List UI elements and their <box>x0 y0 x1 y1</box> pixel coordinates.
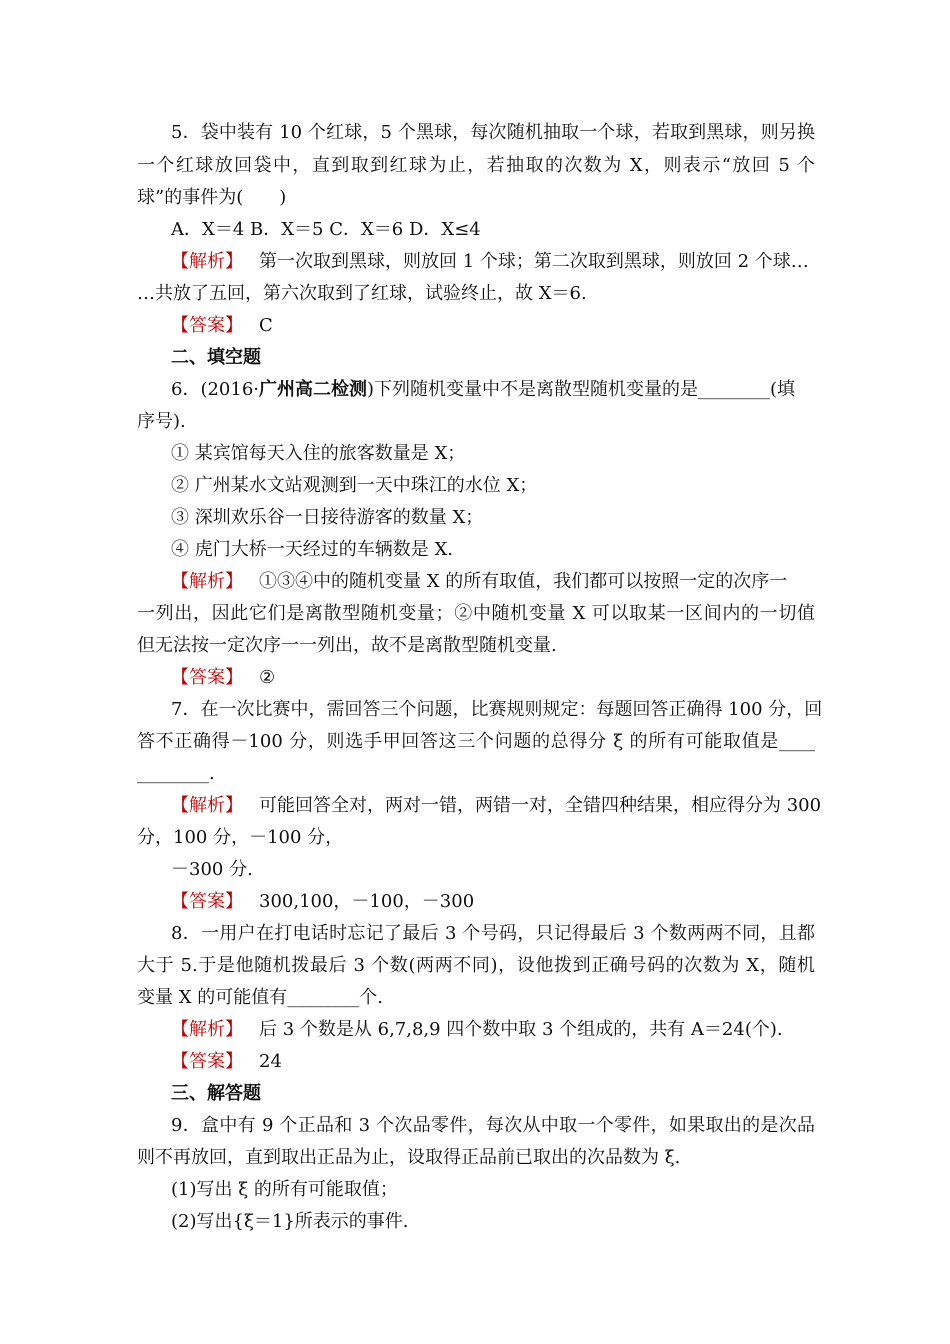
q6-analysis <box>171 570 815 594</box>
answer-label: 【答案】 <box>171 891 243 912</box>
analysis-label: 【解析】 <box>171 1019 243 1040</box>
q6-item-1: ① 某宾馆每天入住的旅客数量是 X； <box>171 443 466 464</box>
answer-label: 【答案】 <box>171 315 243 336</box>
q5-line-1: 5．袋中装有 10 个红球，5 个黑球，每次随机抽取一个球，若取到黑球，则另换 <box>171 122 815 143</box>
q6-item-4: ④ 虎门大桥一天经过的车辆数是 X. <box>171 539 453 560</box>
q6-line-1 <box>171 378 815 402</box>
q9-part-1: (1)写出 ξ 的所有可能取值； <box>171 1179 398 1200</box>
q8-answer-value: 24 <box>259 1051 282 1072</box>
q6-item-3: ③ 深圳欢乐谷一日接待游客的数量 X； <box>171 507 484 528</box>
q7-analysis-text-2: 分，100 分，－100 分， <box>137 827 344 848</box>
answer-label: 【答案】 <box>171 667 243 688</box>
q8-line-1: 8．一用户在打电话时忘记了最后 3 个号码，只记得最后 3 个数两两不同，且都 <box>171 923 815 944</box>
q6-line-1-rest: )下列随机变量中不是离散型随机变量的是________(填 <box>367 379 796 400</box>
q9-line-1: 9．盒中有 9 个正品和 3 个次品零件，每次从中取一个零件，如果取出的是次品 <box>171 1115 815 1136</box>
q8-line-2: 大于 5.于是他随机拨最后 3 个数(两两不同)，设他拨到正确号码的次数为 X，随机 <box>137 955 815 976</box>
q7-line-3: ________. <box>137 763 215 784</box>
q5-analysis-text-2: …共放了五回，第六次取到了红球，试验终止，故 X＝6. <box>137 283 587 304</box>
q6-analysis-text-3: 但无法按一定次序一一列出，故不是离散型随机变量. <box>137 635 557 656</box>
q6-answer-value: ② <box>259 667 276 688</box>
q6-item-2: ② 广州某水文站观测到一天中珠江的水位 X； <box>171 475 538 496</box>
q7-answer <box>171 890 815 914</box>
q6-source: 广州高二检测 <box>259 379 368 400</box>
q7-line-2: 答不正确得－100 分，则选手甲回答这三个问题的总得分 ξ 的所有可能取值是____ <box>137 731 815 752</box>
q5-answer-value: C <box>259 315 273 336</box>
q7-answer-value: 300,100，－100，－300 <box>259 891 475 912</box>
q5-answer <box>171 314 815 338</box>
section-heading-solution: 三、解答题 <box>171 1083 261 1104</box>
q5-line-2: 一个红球放回袋中，直到取到红球为止，若抽取的次数为 X，则表示“放回 5 个 <box>137 155 815 176</box>
analysis-label: 【解析】 <box>171 251 243 272</box>
q9-part-2: (2)写出{ξ＝1}所表示的事件. <box>171 1211 409 1232</box>
q6-line-2: 序号). <box>137 411 186 432</box>
q9-line-2: 则不再放回，直到取出正品为止，设取得正品前已取出的次品数为 ξ. <box>137 1147 681 1168</box>
q5-line-3: 球”的事件为( ) <box>137 187 287 208</box>
q6-answer <box>171 666 815 690</box>
q8-answer <box>171 1050 815 1074</box>
q7-line-1: 7．在一次比赛中，需回答三个问题，比赛规则规定：每题回答正确得 100 分，回 <box>171 699 823 720</box>
q7-analysis-text-3: －300 分. <box>171 859 253 880</box>
q5-options: A．X＝4 B．X＝5 C．X＝6 D．X≤4 <box>171 219 481 240</box>
q6-number: 6．(2016· <box>171 379 260 400</box>
answer-label: 【答案】 <box>171 1051 243 1072</box>
q8-line-3: 变量 X 的可能值有________个. <box>137 987 383 1008</box>
q5-analysis <box>171 250 815 274</box>
analysis-label: 【解析】 <box>171 571 243 592</box>
section-heading-fill-in: 二、填空题 <box>171 347 261 368</box>
q5-analysis-text-1: 第一次取到黑球，则放回 1 个球；第二次取到黑球，则放回 2 个球… <box>259 251 809 272</box>
q7-analysis-text-1: 可能回答全对，两对一错，两错一对，全错四种结果，相应得分为 300 <box>259 795 822 816</box>
q6-analysis-text-2: 一列出，因此它们是离散型随机变量；②中随机变量 X 可以取某一区间内的一切值 <box>137 603 815 624</box>
q6-analysis-text-1: ①③④中的随机变量 X 的所有取值，我们都可以按照一定的次序一 <box>259 571 788 592</box>
analysis-label: 【解析】 <box>171 795 243 816</box>
q8-analysis-text-1: 后 3 个数是从 6,7,8,9 四个数中取 3 个组成的，共有 A＝24(个). <box>259 1019 783 1040</box>
q8-analysis <box>171 1018 815 1042</box>
q7-analysis <box>171 794 822 818</box>
